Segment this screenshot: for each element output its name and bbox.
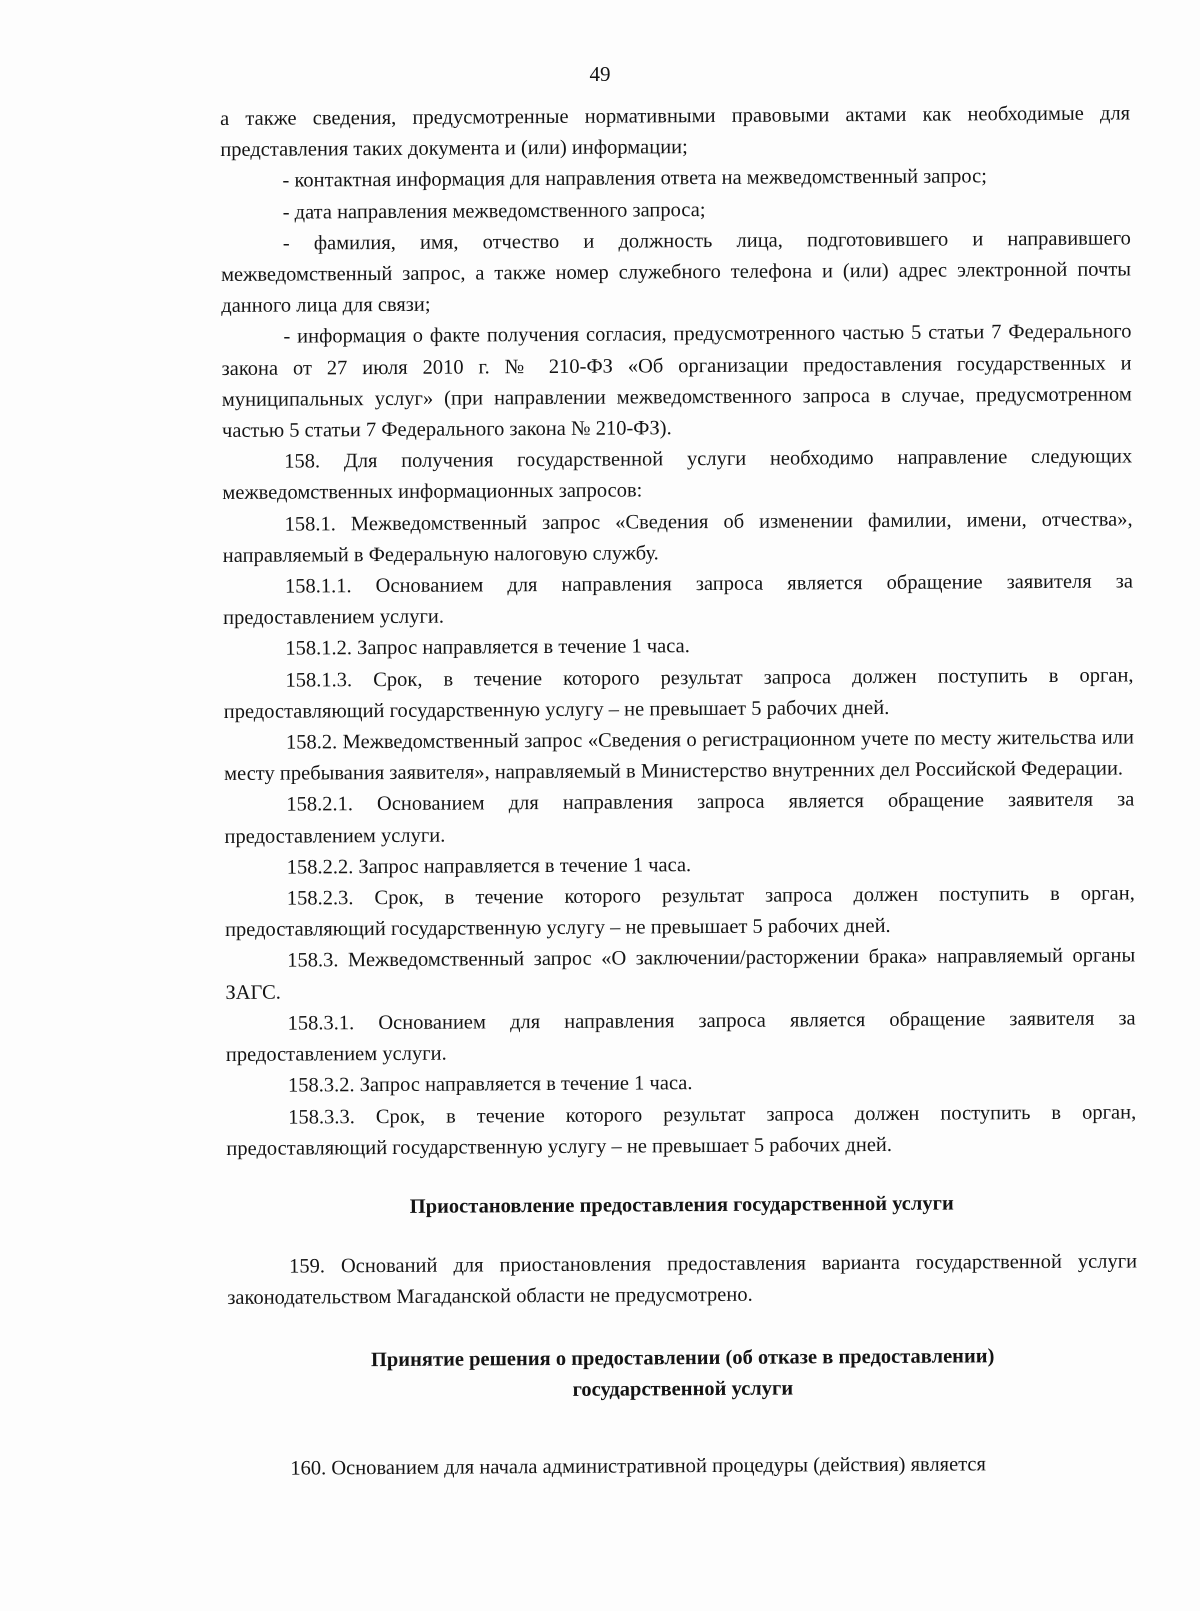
list-item: - фамилия, имя, отчество и должность лица, подготовившего и направившего межведомственный запрос, а также номер служебного телефона и (или) адрес электронной почты данного лица для связи;: [220, 227, 1132, 318]
document-body: [220, 98, 1138, 1485]
section-heading-line: государственной услуги: [572, 1377, 794, 1402]
paragraph: 158.2.2. Запрос направляется в течение 1 часа.: [286, 854, 692, 879]
paragraph: 158. Для получения государственной услуги необходимо направление следующих межведомственных информационных запросов:: [222, 445, 1133, 505]
spacer: [228, 1403, 1138, 1455]
paragraph: 158.2.3. Срок, в течение которого результат запроса должен поступить в орган, предоставляющий государственную услугу – не превышает 5 рабочих дней.: [224, 882, 1135, 942]
paragraph: 158.2.1. Основанием для направления запроса является обращение заявителя за предоставлением услуги.: [224, 788, 1135, 848]
paragraph: 158.1.2. Запрос направляется в течение 1 часа.: [285, 635, 690, 661]
paragraph: 158.1.1. Основанием для направления запроса является обращение заявителя за предоставлением услуги.: [223, 570, 1134, 630]
list-item: - информация о факте получения согласия, предусмотренного частью 5 статьи 7 Федерального закона от 27 июля 2010 г. № 210-ФЗ «Об организации предоставления государственных и муниципальных услуг» (при направлении межведомственного запроса в случае, предусмотренном частью 5 статьи 7 Федерального закона № 210-ФЗ).: [221, 320, 1132, 443]
paragraph: 158.3.2. Запрос направляется в течение 1 часа.: [287, 1072, 693, 1097]
paragraph: 158.3.3. Срок, в течение которого результат запроса должен поступить в орган, предоставляющий государственную услугу – не превышает 5 рабочих дней.: [226, 1100, 1137, 1160]
paragraph: 159. Оснований для приостановления предоставления варианта государственной услуги законодательством Магаданской области не предусмотрено.: [227, 1250, 1138, 1310]
paragraph: 158.3.1. Основанием для направления запроса является обращение заявителя за предоставлением услуги.: [225, 1007, 1136, 1067]
page-number: 49: [589, 62, 611, 86]
list-item: - контактная информация для направления ответа на межведомственный запрос;: [282, 165, 987, 193]
section-heading-line: Принятие решения о предоставлении (об отказе в предоставлении): [370, 1345, 995, 1372]
section-heading: Приостановление предоставления государственной услуги: [409, 1192, 954, 1218]
paragraph: 158.2. Межведомственный запрос «Сведения о регистрационном учете по месту жительства или месту пребывания заявителя», направляемый в Министерство внутренних дел Российской Федерации.: [224, 726, 1134, 786]
list-item: - дата направления межведомственного запроса;: [282, 198, 706, 224]
paragraph: 160. Основанием для начала административной процедуры (действия) является: [290, 1453, 986, 1480]
paragraph: 158.3. Межведомственный запрос «О заключении/расторжении брака» направляемый органы ЗАГС.: [225, 944, 1136, 1004]
paragraph: а также сведения, предусмотренные нормативными правовыми актами как необходимые для представления таких документа и (или) информации;: [220, 102, 1131, 162]
paragraph: 158.1. Межведомственный запрос «Сведения об изменении фамилии, имени, отчества», направляемый в Федеральную налоговую службу.: [222, 508, 1133, 567]
section-heading: [228, 1341, 1138, 1409]
paragraph: 158.1.3. Срок, в течение которого результат запроса должен поступить в орган, предоставляющий государственную услугу – не превышает 5 рабочих дней.: [223, 664, 1134, 723]
